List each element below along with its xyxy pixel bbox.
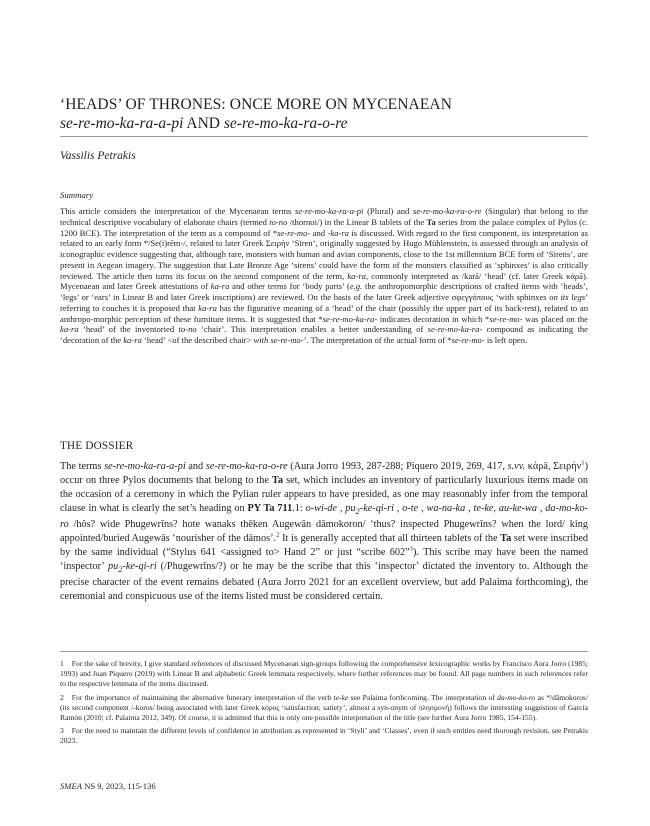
- footnote-1: [60, 659, 588, 689]
- title-and: AND: [183, 115, 224, 132]
- footnote-2: [60, 693, 588, 723]
- summary-label: Summary: [60, 190, 94, 200]
- article-title: ‘HEADS’ OF THRONES: ONCE MORE ON MYCENAEAN: [60, 96, 452, 113]
- section-heading: THE DOSSIER: [60, 440, 134, 452]
- footnote-text: For the sake of brevity, I give standard references of discussed Mycenaean sign-groups following the comprehensive lexicographic works by Francisco Aura Jorro (1985; 1993) and Juan Piquero (2019) with Linear B and alphabetic Greek lemmata respectively, where further references may be found. All page numbers in such references refer to the respective lemmata of the items discussed.: [60, 659, 588, 688]
- footnote-rule: [60, 651, 588, 652]
- summary-text: This article considers the interpretation of the Mycenaean terms se-re-mo-ka-ra-a-pi (Plural) and se-re-mo-ka-ra-o-re (Singular) that belong to the technical descriptive vocabulary of elaborate chairs (termed to-no /thornoi/) in the Linear B tablets of the Ta series from the palace complex of Pylos (c. 1200 BCE). The interpretation of the term as a compound of *se-re-mo- and -ka-ra is discussed. With regard to the first component, its interpretation as related to an early form */Se(i)rēm-/, related to later Greek Σειρήν ‘Siren’, originally suggested by Hugo Mühlenstein, is assessed through an analysis of iconographic evidence suggesting that, although rare, monsters with human and avian components, close to the 1st millennium BCE form of ‘Sirens’, are present in Aegean imagery. The suggestion that Late Bronze Age ‘sirens’ could have the form of the monsters classified as ‘sphinxes’ is also critically reviewed. The article then turns its focus on the second component of the term, ka-ra, commonly interpreted as /karā/ ‘head’ (cf. later Greek κάρā). Mycenaean and later Greek attestations of ka-ra and other terms for ‘body parts’ (e.g. the anthropomorphic descriptions of crafted items with ‘heads’, ‘legs’ or ‘ears’ in Linear B and later Greek inscriptions) are reviewed. On the basis of the later Greek adjective σφεγγόπους ‘with sphinxes on its legs’ referring to couches it is proposed that ka-ra has the figurative meaning of a ‘head’ of the chair (possibly the upper part of its back-rest), related to an anthropo-morphic perception of these furniture items. It is suggested that *se-re-mo-ka-ra- indicates decoration in which *se-re-mo- was placed on the ka-ra ‘head’ of the inventoried to-no ‘chair’. This interpretation enables a better understanding of se-re-mo-ka-ra- compound as indicating the ‘decoration of the ka-ra ‘head’ <of the described chair> with se-re-mo-’. The interpretation of the actual form of *se-re-mo- is left open.: [60, 206, 589, 345]
- page-footer: [60, 781, 156, 791]
- body-paragraph: The terms se-re-mo-ka-ra-a-pi and se-re-mo-ka-ra-o-re (Aura Jorro 1993, 287-288; Piquero 2019, 269, 417, s.vv. κάρā, Σειρήν$^1$) occur on three Pylos documents that belong to the Ta set, which includes an inventory of particularly luxurious items made on the occasion of a ceremony in which the Pylian ruler appears to have presided, as one may reasonably infer from the temporal clause in what is clearly the set’s heading on PY Ta 711.1: o-wi-de , $pu_2-ke-qi-ri$ , o-te , wa-na-ka , te-ke, au-ke-wa , da-mo-ko-ro /hôs? wide Phugewrīns? hote wanaks thēken Augewān dāmokoron/ ‘thus? inspected Phugewrīns? when the lord/ king appointed/buried Augewās ‘nourisher of the dāmos’.$^2$ It is generally accepted that all thirteen tablets of the Ta set were inscribed by the same individual (“Stylus 641 <assigned to> Hand 2” or just “scribe 602”$^3$). This scribe may have been the named ‘inspector’ $pu_2-ke-qi-ri$ (/Phugewrīns/?) or he may be the scribe that this ‘inspector’ dictated the inventory to. Although the precise character of the event remains debated (Aura Jorro 2021 for an excellent overview, but add Palaima forthcoming), the ceremonial and conspicuous use of the items listed must be considered certain.: [60, 459, 589, 603]
- footnotes: [60, 659, 588, 750]
- journal-name: SMEA: [60, 781, 82, 791]
- article-subtitle: [60, 115, 348, 133]
- footnote-text: For the importance of maintaining the alternative funerary interpretation of the verb te-ke see Palaima forthcoming. The interpretation of da-mo-ko-ro as */dāmokoros/ (its second component /-koros/ being associated with later Greek κόρος ‘satisfaction; satiety’, almost a syn-onym of πλησμονή) follows the interesting suggestion of García Ramón (2010; cf. Palaima 2012, 349). Of course, it is admitted that this is only one possible interpretation of the title (see further Aura Jorro 1985, 154-155).: [60, 692, 588, 722]
- footnote-text: For the need to maintain the different levels of confidence in attribution as represented in ‘Styli’ and ‘Classes’, even if such entities need thorough revision, see Petrakis 2023.: [60, 726, 588, 746]
- footnote-3: [60, 726, 588, 746]
- author-name: Vassilis Petrakis: [60, 150, 136, 162]
- term-plural: se-re-mo-ka-ra-a-pi: [60, 115, 184, 132]
- section-body: [60, 460, 588, 604]
- footnote-number: 1: [60, 659, 64, 668]
- journal-citation: NS 9, 2023, 115-136: [81, 781, 156, 791]
- title-rule: [60, 136, 588, 137]
- summary-abstract: [60, 206, 588, 346]
- term-singular: se-re-mo-ka-ra-o-re: [223, 115, 348, 132]
- footnote-number: 3: [60, 726, 64, 736]
- footnote-number: 2: [60, 692, 64, 702]
